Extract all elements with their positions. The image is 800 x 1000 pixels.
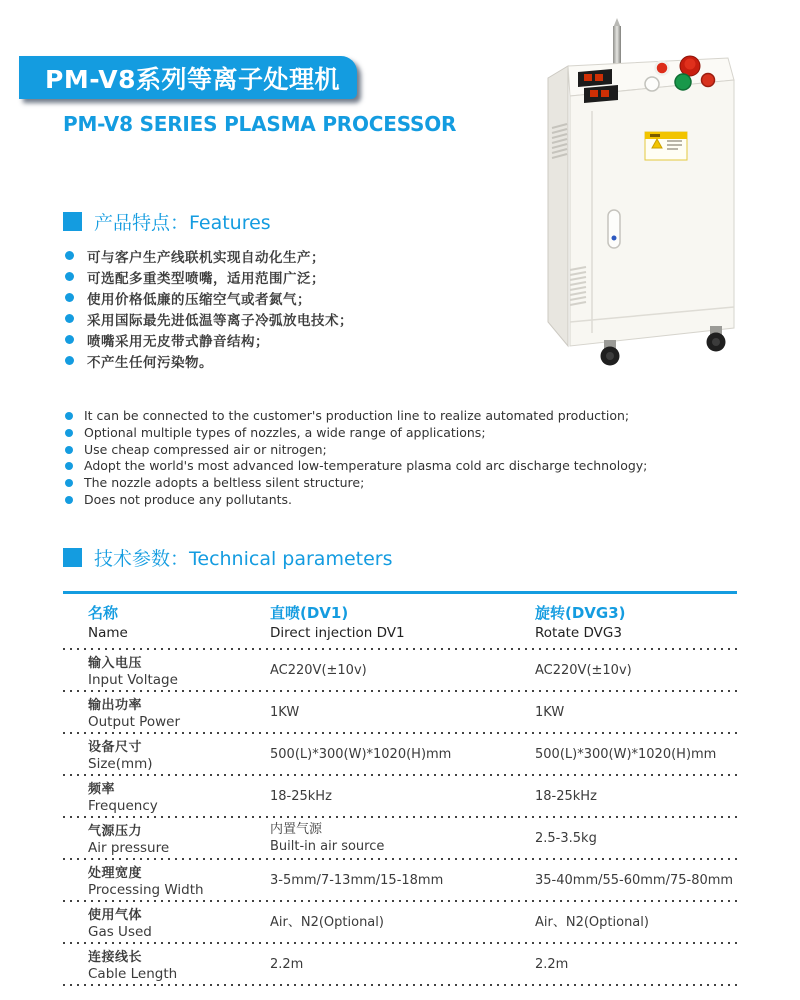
- feature-item-zh: [65, 351, 353, 372]
- row-value-dvg3: AC220V(±10v): [535, 662, 632, 678]
- feature-item-zh: [65, 309, 353, 330]
- bullet-icon: [65, 496, 73, 504]
- tech-heading-text: 技术参数：Technical parameters: [94, 548, 393, 570]
- emergency-stop-button: [680, 56, 700, 76]
- section-marker-icon: [63, 548, 82, 567]
- row-value-dvg3: 18-25kHz: [535, 788, 597, 804]
- tech-heading: [63, 544, 393, 571]
- spec-table: [63, 591, 737, 986]
- led-display: [584, 85, 618, 103]
- row-name: 设备尺寸 Size(mm): [88, 740, 153, 772]
- row-value-dv1: AC220V(±10v): [270, 662, 367, 678]
- table-row: [63, 692, 737, 732]
- bullet-icon: [65, 356, 74, 365]
- row-value-dvg3: 2.2m: [535, 956, 569, 972]
- section-marker-icon: [63, 212, 82, 231]
- banner: [19, 56, 357, 99]
- bullet-icon: [65, 335, 74, 344]
- table-row: [63, 818, 737, 858]
- features-list-zh: [65, 246, 353, 372]
- feature-item-en: [65, 458, 647, 475]
- feature-item-en-text: Use cheap compressed air or nitrogen;: [84, 441, 327, 457]
- table-row: [63, 734, 737, 774]
- bullet-icon: [65, 446, 73, 454]
- pilot-light: [656, 62, 669, 75]
- row-value-dvg3: 35-40mm/55-60mm/75-80mm: [535, 872, 734, 888]
- features-list-en: [65, 408, 647, 509]
- features-heading-text: 产品特点：Features: [94, 212, 271, 234]
- row-value-dvg3: Air、N2(Optional): [535, 914, 649, 930]
- bullet-icon: [65, 462, 73, 470]
- dotted-divider: [63, 984, 737, 986]
- warning-label: [645, 132, 687, 160]
- row-name: 输入电压 Input Voltage: [88, 656, 178, 688]
- row-value-dv1: Air、N2(Optional): [270, 914, 384, 930]
- row-value-dvg3: 500(L)*300(W)*1020(H)mm: [535, 746, 717, 762]
- feature-item-en-text: The nozzle adopts a beltless silent structure;: [84, 475, 365, 491]
- feature-item-en: [65, 425, 647, 442]
- red-button: [702, 74, 715, 87]
- table-row: [63, 860, 737, 900]
- row-value-dv1: 500(L)*300(W)*1020(H)mm: [270, 746, 452, 762]
- row-value-dvg3: 2.5-3.5kg: [535, 830, 597, 846]
- feature-item-en-text: Does not produce any pollutants.: [84, 491, 293, 507]
- row-name: 气源压力 Air pressure: [88, 824, 170, 856]
- door-handle: [608, 210, 620, 248]
- row-name: 使用气体 Gas Used: [88, 908, 152, 940]
- product-image: [540, 16, 752, 376]
- spec-table-header: [63, 594, 737, 648]
- table-row: [63, 776, 737, 816]
- feature-item-en-text: Adopt the world's most advanced low-temperature plasma cold arc discharge technology;: [84, 458, 648, 474]
- bullet-icon: [65, 412, 73, 420]
- feature-item-zh-text: 使用价格低廉的压缩空气或者氮气；: [87, 292, 311, 308]
- caster-wheel: [601, 340, 620, 366]
- row-value-dv1: 1KW: [270, 704, 300, 720]
- row-value-dv1: 内置气源 Built-in air source: [270, 822, 385, 854]
- cabinet-front: [570, 80, 734, 346]
- feature-item-zh-text: 喷嘴采用无皮带式静音结构；: [87, 334, 269, 350]
- feature-item-en: [65, 442, 647, 459]
- column-header-dv1: 直喷(DV1) Direct injection DV1: [270, 604, 405, 641]
- row-value-dvg3: 1KW: [535, 704, 565, 720]
- spec-table-body: [63, 650, 737, 986]
- white-button: [645, 77, 659, 91]
- feature-item-zh-text: 可与客户生产线联机实现自动化生产；: [87, 250, 325, 266]
- column-header-dvg3: 旋转(DVG3) Rotate DVG3: [535, 604, 626, 641]
- row-value-dv1: 3-5mm/7-13mm/15-18mm: [270, 872, 444, 888]
- bullet-icon: [65, 272, 74, 281]
- row-name: 处理宽度 Processing Width: [88, 866, 204, 898]
- feature-item-en-text: It can be connected to the customer's production line to realize automated production;: [84, 408, 630, 423]
- bullet-icon: [65, 251, 74, 260]
- led-display: [578, 69, 612, 87]
- row-name: 输出功率 Output Power: [88, 698, 181, 730]
- bullet-icon: [65, 314, 74, 323]
- row-name: 频率 Frequency: [88, 782, 158, 814]
- table-row: [63, 650, 737, 690]
- bullet-icon: [65, 293, 74, 302]
- row-value-dv1: 18-25kHz: [270, 788, 332, 804]
- feature-item-en-text: Optional multiple types of nozzles, a wide range of applications;: [84, 424, 486, 440]
- row-value-dv1: 2.2m: [270, 956, 304, 972]
- feature-item-zh-text: 采用国际最先进低温等离子冷弧放电技术；: [87, 313, 353, 329]
- features-heading: [63, 208, 271, 235]
- feature-item-en: [65, 492, 647, 509]
- feature-item-zh-text: 不产生任何污染物。: [87, 355, 213, 371]
- row-name: 连接线长 Cable Length: [88, 950, 178, 982]
- feature-item-en: [65, 408, 647, 425]
- column-header-name: 名称 Name: [88, 604, 128, 641]
- feature-item-en: [65, 475, 647, 492]
- cabinet-side: [548, 66, 568, 346]
- feature-item-zh: [65, 246, 353, 267]
- feature-item-zh: [65, 267, 353, 288]
- table-row: [63, 944, 737, 984]
- bullet-icon: [65, 429, 73, 437]
- feature-item-zh-text: 可选配多重类型喷嘴，适用范围广泛；: [87, 271, 325, 287]
- green-button: [675, 74, 691, 90]
- banner-title: PM-V8系列等离子处理机: [45, 64, 341, 94]
- page-subtitle: PM-V8 SERIES PLASMA PROCESSOR: [63, 112, 457, 136]
- bullet-icon: [65, 479, 73, 487]
- feature-item-zh: [65, 288, 353, 309]
- table-row: [63, 902, 737, 942]
- feature-item-zh: [65, 330, 353, 351]
